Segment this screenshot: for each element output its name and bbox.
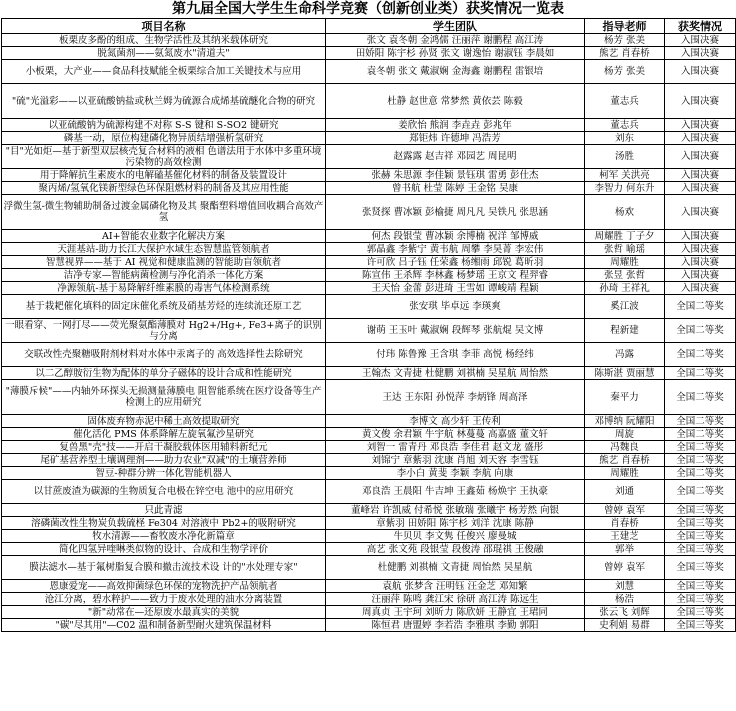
team-cell: 刘智一 雷青丹 邓良浩 李佳君 赵文龙 盛彤	[326, 441, 585, 454]
table-row	[2, 367, 736, 380]
table-row	[2, 428, 736, 441]
award-cell: 全国二等奖	[665, 415, 736, 428]
award-cell: 入围决赛	[665, 182, 736, 195]
project-name-cell: 洁净专家—智能病菌检测与净化消杀一体化方案	[2, 269, 326, 282]
award-cell: 入围决赛	[665, 34, 736, 47]
project-name-cell: 净源领航-基于易降解纤维素膜的毒害气体检测系统	[2, 282, 326, 295]
project-name-cell: "薄膜斥候"——内轴外环探头无损测量薄膜电 阻智能系统在医疗设备等生产检测上的应用研究	[2, 380, 326, 415]
project-name-cell: "新"动常在—还原废水最真实的美貌	[2, 606, 326, 619]
project-name-cell: 以亚硫酸钠为硫源构建不对称 S-S 键和 S-SO2 键研究	[2, 119, 326, 132]
advisor-cell: 熊艺 肖春桥	[585, 454, 665, 467]
advisor-cell: 王建芝	[585, 530, 665, 543]
advisor-cell: 曾婷 袁军	[585, 504, 665, 517]
advisor-cell: 周耀胜	[585, 256, 665, 269]
project-name-cell: 沧江分离，碧水粹护——致力于废水处理的油水分离装置	[2, 593, 326, 606]
award-cell: 全国二等奖	[665, 480, 736, 504]
advisor-cell: 郭举	[585, 543, 665, 556]
project-name-cell: 用于降解抗生素废水的电解磕基催化材料的制备及装置设计	[2, 169, 326, 182]
team-cell: 高艺 张文苑 段银莹 段俊涛 邵琨祺 王俊融	[326, 543, 585, 556]
table-row	[2, 415, 736, 428]
advisor-cell: 陈斯湛 贾丽慧	[585, 367, 665, 380]
team-cell: 何杰 段银莹 曹冰颖 余博楠 祝洋 邹博威	[326, 230, 585, 243]
table-row	[2, 343, 736, 367]
advisor-cell: 杨欢	[585, 195, 665, 230]
team-cell: 汪丽萍 陈鸣 龚江宋 徐研 高江涛 陈远生	[326, 593, 585, 606]
award-cell: 入围决赛	[665, 195, 736, 230]
award-cell: 全国二等奖	[665, 295, 736, 319]
advisor-cell: 柯军 关洪亮	[585, 169, 665, 182]
project-name-cell: 一眼看穿、一网打尽——荧光聚氨酯薄膜对 Hg2+/Hg+, Fe3+离子的识别与分离	[2, 319, 326, 343]
team-cell: 李小白 黄斐 李颖 李航 向康	[326, 467, 585, 480]
project-name-cell: 复兽黑"壳"技——开启干凝胶载体医用辅料新纪元	[2, 441, 326, 454]
table-row	[2, 517, 736, 530]
header-project: 项目名称	[2, 19, 326, 34]
award-cell: 全国二等奖	[665, 319, 736, 343]
table-row	[2, 467, 736, 480]
header-award: 获奖情况	[665, 19, 736, 34]
table-row	[2, 182, 736, 195]
project-name-cell: 小板栗，大产业——食品科技赋能全板栗综合加工关键技术与应用	[2, 60, 326, 84]
header-team: 学生团队	[326, 19, 585, 34]
project-name-cell: "碳"尽其用"—C02 温和制备新型耐火建筑保温材料	[2, 619, 326, 632]
award-cell: 入围决赛	[665, 230, 736, 243]
project-name-cell: 只此青滤	[2, 504, 326, 517]
team-cell: 谢萌 王玉叶 戴淑娴 段辉琴 张航焜 吴文博	[326, 319, 585, 343]
advisor-cell: 邓博纳 阮耀阳	[585, 415, 665, 428]
table-row	[2, 619, 736, 632]
project-name-cell: 固体废弃物赤泥中稀土高效提取研究	[2, 415, 326, 428]
team-cell: 曾书航 杜莹 陈婷 王金铭 吴康	[326, 182, 585, 195]
project-name-cell: 溶磷菌改性生物炭负载硫柽 Fe304 对溶液中 Pb2+的吸附研究	[2, 517, 326, 530]
team-cell: 许可欣 吕子钰 任荣鑫 杨缃雨 邱锐 葛昕羽	[326, 256, 585, 269]
advisor-cell: 张昱 张哲	[585, 269, 665, 282]
team-cell: 袁航 张梦含 汪明钰 汪金芝 邓知繁	[326, 580, 585, 593]
table-row	[2, 256, 736, 269]
team-cell: 张安琪 毕卓远 李瑛爽	[326, 295, 585, 319]
advisor-cell: 周旋	[585, 428, 665, 441]
table-row	[2, 543, 736, 556]
project-name-cell: 膜法滤水—基于氟树脂复合膜和撤击流技术设 计的"水处理专家"	[2, 556, 326, 580]
table-row	[2, 119, 736, 132]
team-cell: 张赫 朱思源 李佳颖 景钰琪 雷勇 彭仕杰	[326, 169, 585, 182]
advisor-cell: 熊艺 肖春桥	[585, 47, 665, 60]
table-row	[2, 295, 736, 319]
table-row	[2, 380, 736, 415]
advisor-cell: 张哲 喻瑶	[585, 243, 665, 256]
advisor-cell: 曾婷 袁军	[585, 556, 665, 580]
award-cell: 入围决赛	[665, 269, 736, 282]
team-cell: 陈恒君 唐盟婷 李若浩 李雅琪 李勤 郭阳	[326, 619, 585, 632]
table-row	[2, 441, 736, 454]
advisor-cell: 周耀胜	[585, 467, 665, 480]
table-header-row	[2, 19, 736, 34]
team-cell: 邓良浩 王晨阳 牛吉坤 王鑫茹 杨焕宇 王执豪	[326, 480, 585, 504]
award-cell: 全国三等奖	[665, 543, 736, 556]
team-cell: 董峰岩 许凯威 付希悦 张敏瑞 张曦宇 杨芳然 向银	[326, 504, 585, 517]
table-row	[2, 145, 736, 169]
advisor-cell: 奚江波	[585, 295, 665, 319]
project-name-cell: 智豆-种群分辨一体化智能机器人	[2, 467, 326, 480]
award-cell: 入围决赛	[665, 132, 736, 145]
table-body	[2, 34, 736, 632]
advisor-cell: 董志兵	[585, 119, 665, 132]
table-row	[2, 606, 736, 619]
project-name-cell: 浮微生氢-微生物辅助制备过渡金属磷化物及其 聚酯塑料增值回收耦合高效产氢	[2, 195, 326, 230]
advisor-cell: 汤胜	[585, 145, 665, 169]
table-row	[2, 132, 736, 145]
team-cell: 黄文俊 余君颖 牛宇航 林蔓蔓 高嘉盛 董文轩	[326, 428, 585, 441]
advisor-cell: 肖春桥	[585, 517, 665, 530]
project-name-cell: 简化四氢异喹啉类似物的设计、合成和生物学评价	[2, 543, 326, 556]
award-cell: 全国三等奖	[665, 556, 736, 580]
project-name-cell: "硫"光溢彩——以亚硫酸钠盐或秋兰姆为硫源合成烯基硫醚化合物的研究	[2, 84, 326, 119]
award-cell: 入围决赛	[665, 60, 736, 84]
team-cell: 田娇阳 陈宇杉 孙贤 张文 谢逸怡 谢淑钰 李晨如	[326, 47, 585, 60]
project-name-cell: 交联改性壳聚糖吸附剂材料对水体中汞离子的 高效选择性去除研究	[2, 343, 326, 367]
project-name-cell: 智慧视界——基于 AI 视觉和健康监测的智能助盲领航者	[2, 256, 326, 269]
advisor-cell: 张云飞 刘辉	[585, 606, 665, 619]
advisor-cell: 秦平力	[585, 380, 665, 415]
team-cell: 陈宣伟 王杀辉 李林鑫 杨梦瑶 王京文 程羿睿	[326, 269, 585, 282]
award-cell: 全国三等奖	[665, 606, 736, 619]
advisor-cell: 董志兵	[585, 84, 665, 119]
team-cell: 袁冬朝 张文 戴淑娴 金海鑫 谢鹏程 雷银培	[326, 60, 585, 84]
project-name-cell: 磷基一动，原位构建磷化物异质结增强析氢研究	[2, 132, 326, 145]
team-cell: 杜健鹏 刘祺楠 文青捷 周怡然 吴星航	[326, 556, 585, 580]
award-cell: 入围决赛	[665, 119, 736, 132]
table-row	[2, 269, 736, 282]
advisor-cell: 周耀胜 丁子夕	[585, 230, 665, 243]
advisor-cell: 史利娟 易群	[585, 619, 665, 632]
award-cell: 入围决赛	[665, 145, 736, 169]
project-name-cell: "目"光如炬—基于新型双层核壳复合材料的液相 色谱法用于水体中多重环境污染物的高效检测	[2, 145, 326, 169]
document-title: 第九届全国大学生生命科学竞赛（创新创业类）获奖情况一览表	[172, 1, 564, 17]
award-cell: 全国三等奖	[665, 530, 736, 543]
award-cell: 全国三等奖	[665, 593, 736, 606]
award-cell: 全国三等奖	[665, 580, 736, 593]
project-name-cell: 以二乙醇胺衍生物为配体的单分子磁体的设计合成和性能研究	[2, 367, 326, 380]
table-row	[2, 84, 736, 119]
table-row	[2, 593, 736, 606]
award-cell: 全国三等奖	[665, 504, 736, 517]
award-cell: 全国二等奖	[665, 441, 736, 454]
table-row	[2, 530, 736, 543]
advisor-cell: 李智力 何东升	[585, 182, 665, 195]
team-cell: 王达 王东阳 孙悦萍 李炳锋 周高泽	[326, 380, 585, 415]
advisor-cell: 冯露	[585, 343, 665, 367]
team-cell: 牛贝贝 李文隽 任俊兴 廖曼城	[326, 530, 585, 543]
header-advisor: 指导老师	[585, 19, 665, 34]
team-cell: 张贤探 曹冰颖 彭榆捷 周凡凡 吴铁凡 张思涵	[326, 195, 585, 230]
advisor-cell: 杨浩	[585, 593, 665, 606]
project-name-cell: 脱氮菌剂——氨氮废水"清道夫"	[2, 47, 326, 60]
table-row	[2, 47, 736, 60]
award-cell: 入围决赛	[665, 84, 736, 119]
advisor-cell: 刘慧	[585, 580, 665, 593]
project-name-cell: 基于栽耙催化填料的固定床催化系统及硝基芳烃的连续流还原工艺	[2, 295, 326, 319]
award-cell: 全国二等奖	[665, 380, 736, 415]
table-row	[2, 169, 736, 182]
advisor-cell: 孙琦 王祥礼	[585, 282, 665, 295]
project-name-cell: 恩康爱宠——高效抑菌绿色环保的宠物洗护产品领航者	[2, 580, 326, 593]
award-cell: 入围决赛	[665, 256, 736, 269]
project-name-cell: 天涯基站-助力长江大保护水域生态智慧监管领航者	[2, 243, 326, 256]
team-cell: 付玮 陈鲁豫 王含琪 李菲 高悦 杨经纬	[326, 343, 585, 367]
table-row	[2, 230, 736, 243]
award-cell: 全国二等奖	[665, 367, 736, 380]
award-table	[1, 18, 736, 632]
advisor-cell: 杨芳 张美	[585, 34, 665, 47]
advisor-cell: 杨芳 张美	[585, 60, 665, 84]
award-cell: 全国二等奖	[665, 454, 736, 467]
table-row	[2, 504, 736, 517]
award-cell: 全国二等奖	[665, 428, 736, 441]
table-row	[2, 454, 736, 467]
table-row	[2, 243, 736, 256]
project-name-cell: 聚丙烯/氢氧化镁新型绿色环保阻燃材料的制备及其应用性能	[2, 182, 326, 195]
team-cell: 杜静 赵世意 常梦然 黄依芸 陈毅	[326, 84, 585, 119]
team-cell: 章紫羽 田娇阳 陈宇杉 刘洋 沈康 陈静	[326, 517, 585, 530]
award-cell: 入围决赛	[665, 47, 736, 60]
table-row	[2, 556, 736, 580]
table-row	[2, 60, 736, 84]
table-row	[2, 580, 736, 593]
award-cell: 全国二等奖	[665, 343, 736, 367]
project-name-cell: 以甘蔗废渣为碳源的生物质复合电极在锌空电 池中的应用研究	[2, 480, 326, 504]
table-row	[2, 480, 736, 504]
team-cell: 李博文 高少轩 王传利	[326, 415, 585, 428]
award-cell: 入围决赛	[665, 282, 736, 295]
project-name-cell: 牧水清源——畜牧废水净化新篇章	[2, 530, 326, 543]
team-cell: 刘锦宁 章紫羽 沈康 肖旭 刘天容 李雪钰	[326, 454, 585, 467]
team-cell: 王天怡 金蕾 彭进琦 王雪如 谭峻靖 程颖	[326, 282, 585, 295]
award-cell: 全国二等奖	[665, 467, 736, 480]
advisor-cell: 冯魏良	[585, 441, 665, 454]
project-name-cell: AI+智能农业数字化解决方案	[2, 230, 326, 243]
team-cell: 郑钜炜 许德坤 冯浩芳	[326, 132, 585, 145]
advisor-cell: 刘东	[585, 132, 665, 145]
team-cell: 张文 袁冬朝 金鸿儒 汪丽萍 谢鹏程 高江涛	[326, 34, 585, 47]
table-row	[2, 195, 736, 230]
project-name-cell: 板栗皮多酚的组成、生物学活性及其纳米载体研究	[2, 34, 326, 47]
team-cell: 王翰杰 文青捷 杜健鹏 刘祺楠 吴星航 周怡然	[326, 367, 585, 380]
award-cell: 全国三等奖	[665, 517, 736, 530]
table-row	[2, 282, 736, 295]
team-cell: 郭晶鑫 李紫宁 黄韦航 周攀 李昊菁 李宏伟	[326, 243, 585, 256]
team-cell: 姜欣怡 熊润 李垚垚 彭兆年	[326, 119, 585, 132]
advisor-cell: 程新建	[585, 319, 665, 343]
award-cell: 全国三等奖	[665, 619, 736, 632]
award-cell: 入围决赛	[665, 243, 736, 256]
award-cell: 入围决赛	[665, 169, 736, 182]
project-name-cell: 催化活化 PMS 体系降解左旋氧氟沙星研究	[2, 428, 326, 441]
project-name-cell: 尾矿基营养型土壤调理剂——助力农业"双减"的土壤营养师	[2, 454, 326, 467]
advisor-cell: 刘通	[585, 480, 665, 504]
table-row	[2, 34, 736, 47]
team-cell: 赵露露 赵吉祥 邓园艺 周昆明	[326, 145, 585, 169]
team-cell: 周真贞 王宇珂 刘昕力 陈欣妍 王静宜 王珺同	[326, 606, 585, 619]
table-row	[2, 319, 736, 343]
